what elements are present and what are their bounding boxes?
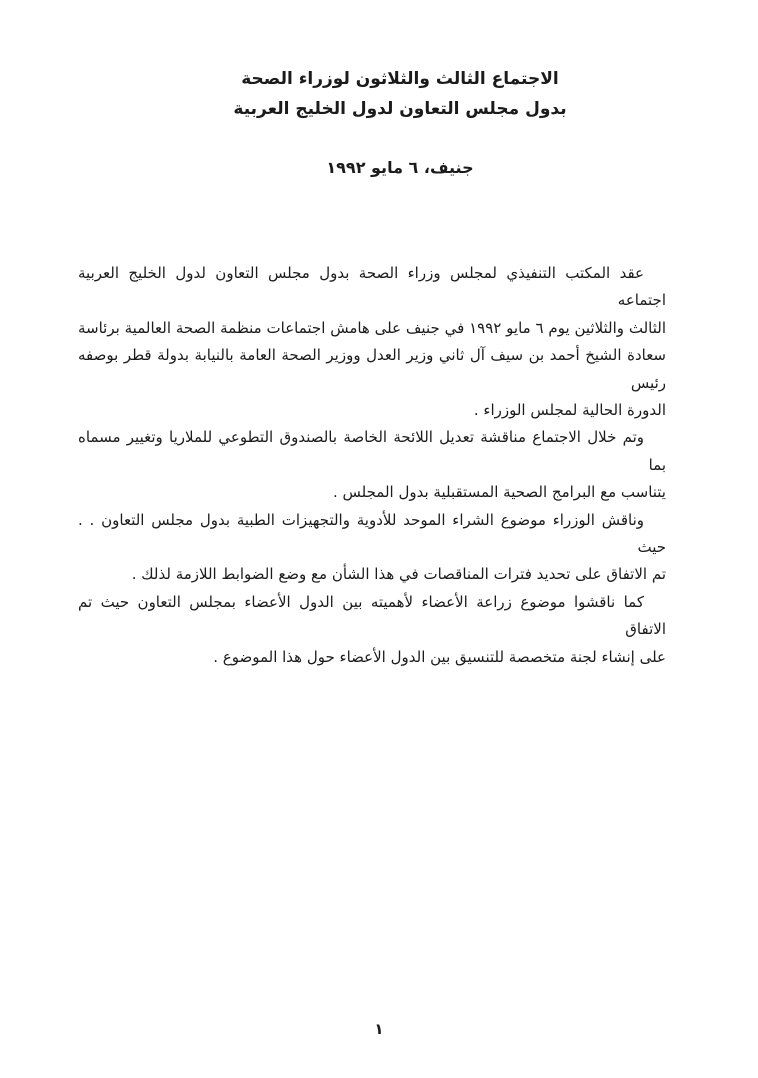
document-title-line-1: الاجتماع الثالث والثلاثون لوزراء الصحة: [241, 69, 559, 89]
document-title-line-2: بدول مجلس التعاون لدول الخليج العربية: [233, 99, 567, 119]
paragraph: [78, 424, 666, 506]
document-title: [42, 64, 758, 124]
page-number: ١: [374, 1020, 384, 1038]
paragraph-line: يتناسب مع البرامج الصحية المستقبلية بدول المجلس .: [332, 483, 666, 502]
document-body: [78, 260, 666, 671]
paragraph-line: وناقش الوزراء موضوع الشراء الموحد للأدوية والتجهيزات الطبية بدول مجلس التعاون . . حيث: [78, 510, 666, 557]
paragraph-line: عقد المكتب التنفيذي لمجلس وزراء الصحة بدول مجلس التعاون لدول الخليج العربية اجتماعه: [78, 264, 666, 310]
dateline: جنيف، ٦ مايو ١٩٩٢: [326, 158, 474, 177]
paragraph: [78, 507, 666, 589]
paragraph: [78, 589, 666, 671]
paragraph-line: الثالث والثلاثين يوم ٦ مايو ١٩٩٢ في جنيف على هامش اجتماعات منظمة الصحة العالمية برئاسة: [78, 318, 666, 337]
paragraph: [78, 260, 666, 424]
paragraph-line: سعادة الشيخ أحمد بن سيف آل ثاني وزير العدل ووزير الصحة العامة بالنيابة بدولة قطر بوصفه رئيس: [78, 346, 666, 392]
paragraph-line: على إنشاء لجنة متخصصة للتنسيق بين الدول الأعضاء حول هذا الموضوع .: [213, 647, 666, 666]
paragraph-line: كما ناقشوا موضوع زراعة الأعضاء لأهميته بين الدول الأعضاء بمجلس التعاون حيث تم الاتفاق: [78, 592, 666, 639]
paragraph-line: تم الاتفاق على تحديد فترات المناقصات في هذا الشأن مع وضع الضوابط اللازمة لذلك .: [131, 565, 666, 584]
paragraph-line: الدورة الحالية لمجلس الوزراء .: [473, 401, 666, 420]
paragraph-line: وتم خلال الاجتماع مناقشة تعديل اللائحة الخاصة بالصندوق التطوعي للملاريا وتغيير مسماه بما: [78, 428, 666, 474]
